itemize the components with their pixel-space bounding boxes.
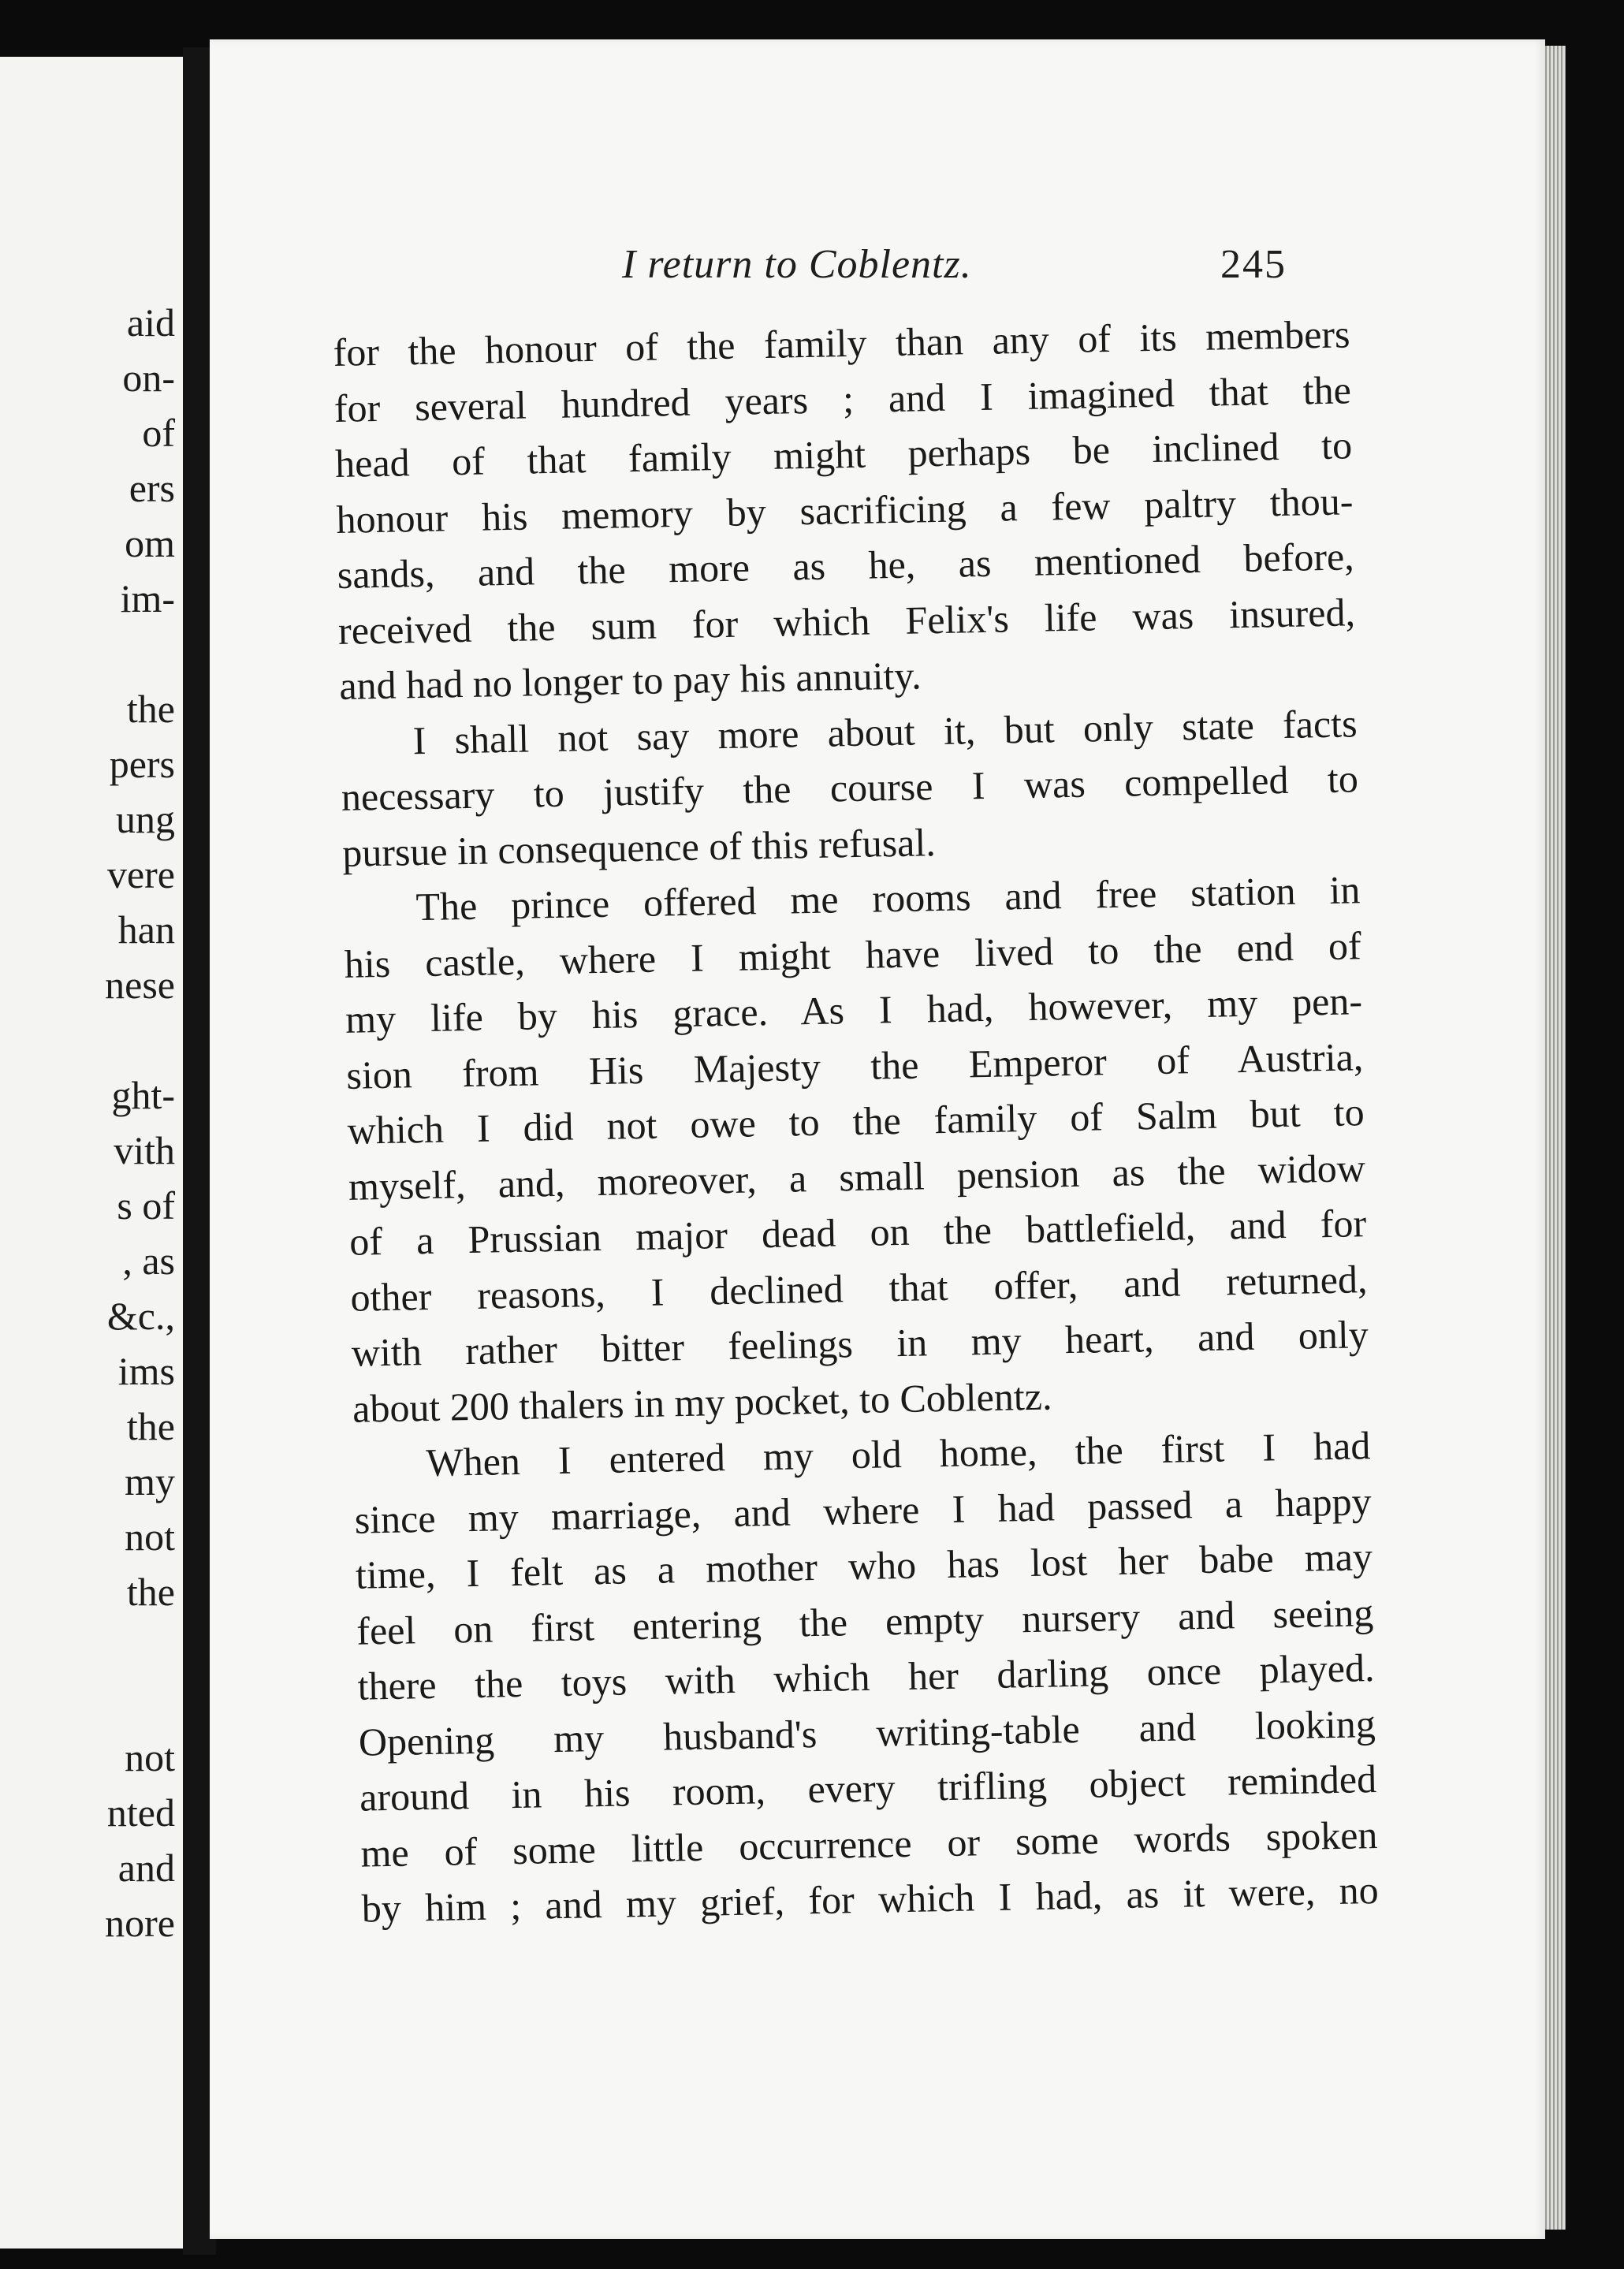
text-line: When I entered my old home, the first I had xyxy=(425,1423,1371,1485)
text-line: with rather bitter feelings in my heart, and only xyxy=(351,1312,1369,1375)
previous-page-fragment: not xyxy=(125,1515,175,1559)
text-line: head of that family might perhaps be inclined to xyxy=(334,423,1353,486)
previous-page-fragment: nese xyxy=(105,963,175,1007)
previous-page-fragment: the xyxy=(126,1570,175,1614)
previous-page-fragment: , as xyxy=(122,1239,175,1283)
text-line: time, I felt as a mother who has lost her babe may xyxy=(355,1534,1373,1597)
previous-page-edge xyxy=(0,57,183,2249)
previous-page-fragment: my xyxy=(125,1459,175,1503)
previous-page-fragment: aid xyxy=(126,300,175,345)
previous-page-fragment: of xyxy=(142,411,175,455)
text-line: Opening my husband's writing-table and looking xyxy=(358,1701,1376,1764)
text-line: my life by his grace. As I had, however, my pen- xyxy=(345,978,1363,1041)
text-line: which I did not owe to the family of Salm but to xyxy=(347,1090,1365,1153)
previous-page-fragment: not xyxy=(125,1735,175,1779)
text-line: by him ; and my grief, for which I had, as it were, no xyxy=(361,1868,1380,1931)
previous-page-fragment: im- xyxy=(120,576,175,620)
previous-page-fragment: nore xyxy=(105,1901,175,1945)
text-line: sands, and the more as he, as mentioned before, xyxy=(337,534,1355,597)
previous-page-fragment: the xyxy=(126,1404,175,1448)
previous-page-fragment: vere xyxy=(106,852,175,896)
text-line: received the sum for which Felix's life was insured, xyxy=(337,589,1356,653)
previous-page-fragment: s of xyxy=(117,1183,175,1228)
text-line: sion from His Majesty the Emperor of Austria, xyxy=(345,1034,1364,1097)
previous-page-fragment: ght- xyxy=(111,1073,175,1117)
previous-page-fragment: om xyxy=(125,521,175,565)
previous-page-fragment: the xyxy=(126,687,175,731)
previous-page-fragment: on- xyxy=(122,356,175,400)
running-title: I return to Coblentz. xyxy=(622,242,972,287)
previous-page-fragment: pers xyxy=(109,742,175,786)
text-line: The prince offered me rooms and free station in xyxy=(415,867,1361,930)
text-line: necessary to justify the course I was compelled to xyxy=(341,756,1359,819)
previous-page-fragment: ims xyxy=(117,1349,175,1393)
text-line: since my marriage, and where I had passed a happy xyxy=(354,1478,1373,1542)
body-text xyxy=(333,306,1379,1936)
previous-page-fragment: ung xyxy=(116,797,175,841)
page xyxy=(210,39,1545,2239)
text-line: other reasons, I declined that offer, and returned, xyxy=(350,1256,1368,1320)
text-line: honour his memory by sacrificing a few paltry thou- xyxy=(336,478,1354,542)
text-line: his castle, where I might have lived to the end of xyxy=(344,922,1362,986)
text-line: for the honour of the family than any of its members xyxy=(333,311,1350,374)
previous-page-fragment: han xyxy=(117,907,175,952)
text-line: I shall not say more about it, but only state facts xyxy=(412,700,1358,762)
text-line: around in his room, every trifling object reminded xyxy=(359,1757,1377,1820)
previous-page-fragment: ers xyxy=(129,466,175,510)
text-line: for several hundred years ; and I imagined that the xyxy=(333,367,1352,430)
previous-page-fragment: &c., xyxy=(106,1294,175,1338)
text-line: about 200 thalers in my pocket, to Coblentz. xyxy=(352,1373,1052,1431)
previous-page-fragment: vith xyxy=(114,1128,175,1172)
text-line: of a Prussian major dead on the battlefield, and for xyxy=(348,1201,1367,1264)
running-head xyxy=(210,241,1545,289)
text-line: feel on first entering the empty nursery and seeing xyxy=(356,1589,1374,1653)
text-line: myself, and, moreover, a small pension as the widow xyxy=(348,1145,1366,1209)
page-number: 245 xyxy=(1220,242,1287,287)
text-line: me of some little occurrence or some words spoken xyxy=(360,1812,1378,1876)
previous-page-fragment: nted xyxy=(106,1790,175,1835)
text-line: there the toys with which her darling once played. xyxy=(357,1645,1375,1708)
text-line: pursue in consequence of this refusal. xyxy=(341,819,937,875)
text-line: and had no longer to pay his annuity. xyxy=(338,653,922,708)
previous-page-fragment: and xyxy=(117,1846,175,1890)
